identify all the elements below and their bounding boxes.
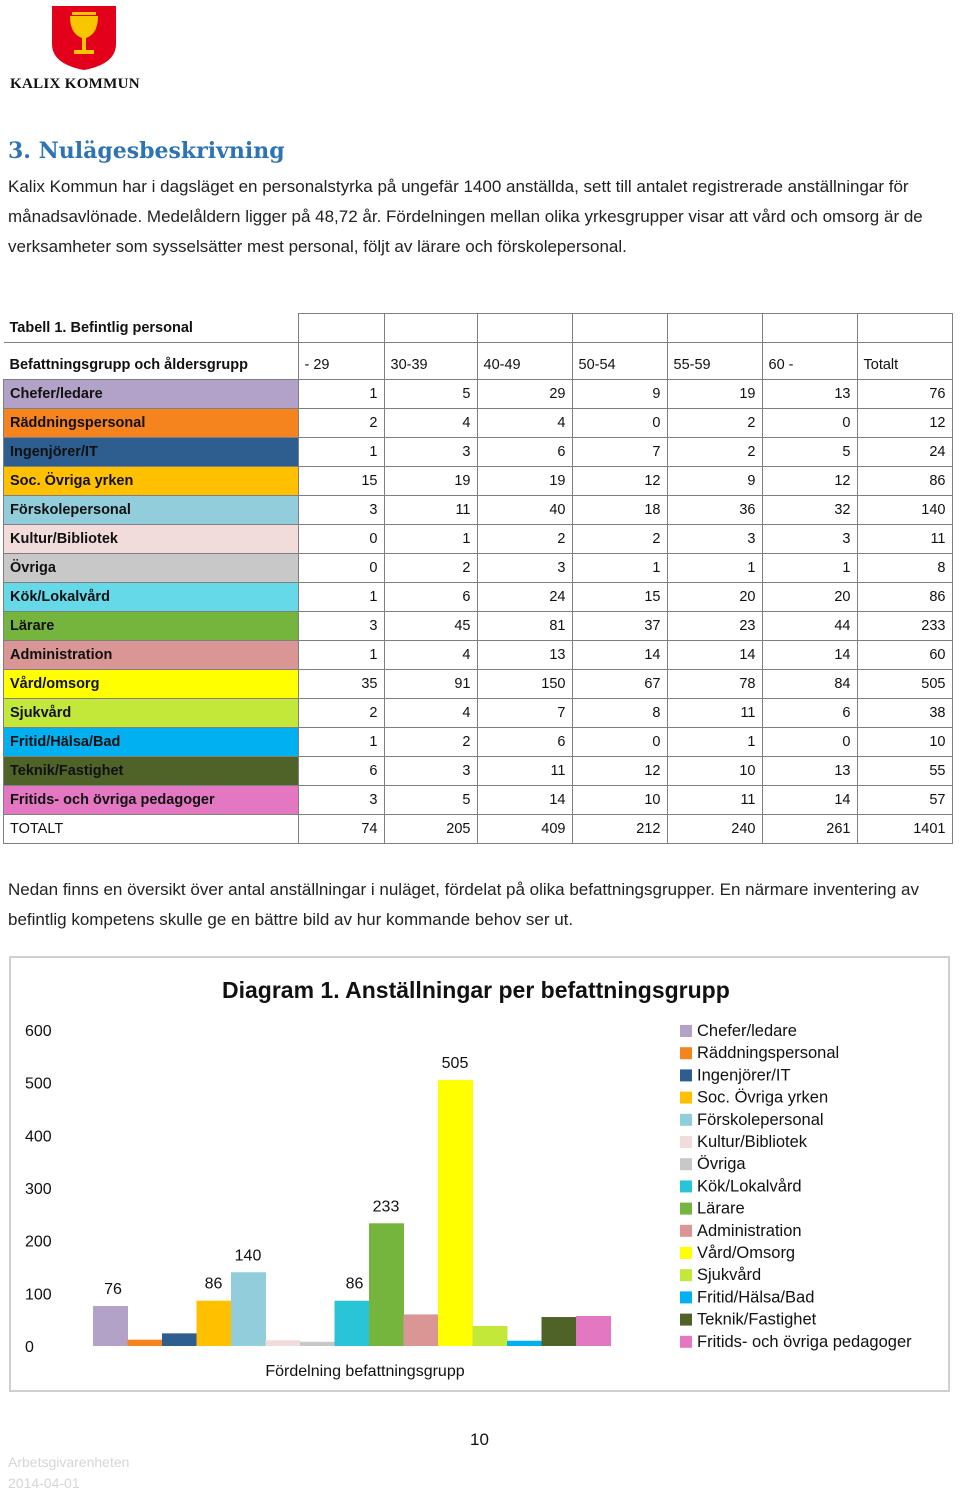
value-cell: 2 <box>384 728 477 757</box>
group-name-cell: Lärare <box>4 612 299 641</box>
chart-bar <box>473 1326 508 1346</box>
value-cell: 23 <box>667 612 762 641</box>
value-cell: 14 <box>572 641 667 670</box>
total-value-cell: 409 <box>477 815 572 844</box>
total-value-cell: 1401 <box>857 815 952 844</box>
value-cell: 44 <box>762 612 857 641</box>
bar-data-label: 233 <box>372 1198 400 1216</box>
bar-chart <box>11 958 948 1390</box>
value-cell: 18 <box>572 496 667 525</box>
staff-table <box>3 313 953 844</box>
value-cell: 4 <box>384 409 477 438</box>
y-tick-label: 300 <box>25 1181 52 1198</box>
table-row <box>4 786 953 815</box>
column-header: Totalt <box>857 343 952 380</box>
column-header: 55-59 <box>667 343 762 380</box>
legend-item-label: Övriga <box>697 1155 746 1174</box>
table-row <box>4 525 953 554</box>
value-cell: 11 <box>667 699 762 728</box>
value-cell: 67 <box>572 670 667 699</box>
column-header: 60 - <box>762 343 857 380</box>
value-cell: 1 <box>298 380 384 409</box>
chart-bar <box>300 1342 335 1346</box>
legend-item-label: Fritid/Hälsa/Bad <box>697 1288 815 1307</box>
legend-item-label: Fritids- och övriga pedagoger <box>697 1332 912 1351</box>
value-cell: 78 <box>667 670 762 699</box>
value-cell: 10 <box>667 757 762 786</box>
group-name-cell: Ingenjörer/IT <box>4 438 299 467</box>
group-name-cell: Fritids- och övriga pedagoger <box>4 786 299 815</box>
group-name-cell: Administration <box>4 641 299 670</box>
table-caption: Tabell 1. Befintlig personal <box>4 314 299 343</box>
bar-data-label: 140 <box>234 1247 262 1265</box>
value-cell: 1 <box>298 438 384 467</box>
value-cell: 29 <box>477 380 572 409</box>
legend-item-label: Soc. Övriga yrken <box>697 1088 829 1107</box>
value-cell: 38 <box>857 699 952 728</box>
value-cell: 1 <box>667 554 762 583</box>
value-cell: 1 <box>667 728 762 757</box>
bar-data-label: 76 <box>104 1280 122 1298</box>
value-cell: 3 <box>384 438 477 467</box>
value-cell: 86 <box>857 583 952 612</box>
org-name: KALIX KOMMUN <box>10 76 140 92</box>
column-header: - 29 <box>298 343 384 380</box>
value-cell: 81 <box>477 612 572 641</box>
group-name-cell: Vård/omsorg <box>4 670 299 699</box>
value-cell: 3 <box>298 786 384 815</box>
chart-bar <box>438 1080 473 1346</box>
after-table-paragraph: Nedan finns en översikt över antal anställningar i nuläget, fördelat på olika befattningsgrupper. En närmare inventering av befintlig kompetens skulle ge en bättre bild av hur kommande behov ser ut. <box>8 880 920 929</box>
table-row <box>4 438 953 467</box>
legend-item-label: Kök/Lokalvård <box>697 1177 802 1196</box>
legend-swatch <box>680 1136 692 1148</box>
value-cell: 57 <box>857 786 952 815</box>
group-name-cell: Soc. Övriga yrken <box>4 467 299 496</box>
value-cell: 11 <box>477 757 572 786</box>
table-row <box>4 728 953 757</box>
value-cell: 150 <box>477 670 572 699</box>
value-cell: 1 <box>298 728 384 757</box>
value-cell: 233 <box>857 612 952 641</box>
group-name-cell: Sjukvård <box>4 699 299 728</box>
value-cell: 40 <box>477 496 572 525</box>
y-tick-label: 100 <box>25 1286 52 1304</box>
value-cell: 5 <box>384 786 477 815</box>
y-tick-label: 400 <box>25 1128 52 1146</box>
value-cell: 0 <box>572 728 667 757</box>
value-cell: 2 <box>667 438 762 467</box>
legend-swatch <box>680 1092 692 1104</box>
value-cell: 5 <box>762 438 857 467</box>
value-cell: 6 <box>477 438 572 467</box>
table-row <box>4 496 953 525</box>
value-cell: 14 <box>667 641 762 670</box>
legend-swatch <box>680 1114 692 1126</box>
bar-data-label: 505 <box>441 1055 469 1073</box>
value-cell: 505 <box>857 670 952 699</box>
value-cell: 14 <box>762 641 857 670</box>
value-cell: 0 <box>298 525 384 554</box>
legend-item-label: Förskolepersonal <box>697 1110 824 1129</box>
group-name-cell: Förskolepersonal <box>4 496 299 525</box>
legend-swatch <box>680 1180 692 1192</box>
value-cell: 8 <box>572 699 667 728</box>
chart-bar <box>335 1301 370 1346</box>
group-name-cell: Räddningspersonal <box>4 409 299 438</box>
total-value-cell: 74 <box>298 815 384 844</box>
total-row <box>4 815 953 844</box>
chart-bar <box>507 1341 542 1346</box>
legend-item-label: Teknik/Fastighet <box>697 1310 817 1329</box>
value-cell: 6 <box>298 757 384 786</box>
legend-item-label: Chefer/ledare <box>697 1022 797 1040</box>
legend-item-label: Administration <box>697 1221 802 1240</box>
total-value-cell: 240 <box>667 815 762 844</box>
chart-bar <box>369 1223 404 1346</box>
value-cell: 2 <box>384 554 477 583</box>
value-cell: 2 <box>667 409 762 438</box>
chart-bar <box>576 1316 611 1346</box>
value-cell: 8 <box>857 554 952 583</box>
value-cell: 19 <box>667 380 762 409</box>
value-cell: 3 <box>298 496 384 525</box>
x-axis-label: Fördelning befattningsgrupp <box>265 1363 465 1380</box>
value-cell: 3 <box>762 525 857 554</box>
value-cell: 3 <box>298 612 384 641</box>
value-cell: 19 <box>384 467 477 496</box>
legend-item-label: Lärare <box>697 1199 745 1218</box>
value-cell: 9 <box>572 380 667 409</box>
table-header-row <box>4 343 953 380</box>
value-cell: 84 <box>762 670 857 699</box>
total-value-cell: 212 <box>572 815 667 844</box>
footer-department: Arbetsgivarenheten <box>8 1454 130 1470</box>
value-cell: 13 <box>477 641 572 670</box>
page-number: 10 <box>470 1430 489 1449</box>
value-cell: 3 <box>477 554 572 583</box>
value-cell: 20 <box>762 583 857 612</box>
coat-of-arms-chalice-icon <box>50 4 118 72</box>
logo <box>10 4 160 94</box>
value-cell: 24 <box>477 583 572 612</box>
group-name-cell: Teknik/Fastighet <box>4 757 299 786</box>
value-cell: 1 <box>298 583 384 612</box>
total-value-cell: 205 <box>384 815 477 844</box>
legend-item-label: Kultur/Bibliotek <box>697 1133 808 1151</box>
value-cell: 14 <box>762 786 857 815</box>
value-cell: 10 <box>857 728 952 757</box>
value-cell: 20 <box>667 583 762 612</box>
chart-title: Diagram 1. Anställningar per befattningsgrupp <box>222 977 730 1003</box>
value-cell: 2 <box>477 525 572 554</box>
value-cell: 0 <box>298 554 384 583</box>
table-header-label: Befattningsgrupp och åldersgrupp <box>4 343 299 380</box>
y-tick-label: 0 <box>25 1339 34 1356</box>
chart-bar <box>93 1306 128 1346</box>
table-row <box>4 583 953 612</box>
value-cell: 15 <box>298 467 384 496</box>
value-cell: 19 <box>477 467 572 496</box>
value-cell: 36 <box>667 496 762 525</box>
value-cell: 6 <box>384 583 477 612</box>
y-tick-label: 200 <box>25 1233 52 1251</box>
value-cell: 11 <box>857 525 952 554</box>
value-cell: 10 <box>572 786 667 815</box>
column-header: 30-39 <box>384 343 477 380</box>
legend-swatch <box>680 1314 692 1326</box>
total-label: TOTALT <box>4 815 299 844</box>
value-cell: 2 <box>298 409 384 438</box>
legend-item-label: Vård/Omsorg <box>697 1244 796 1262</box>
group-name-cell: Kök/Lokalvård <box>4 583 299 612</box>
chart-bar <box>404 1314 439 1346</box>
legend-swatch <box>680 1069 692 1081</box>
value-cell: 91 <box>384 670 477 699</box>
table-row <box>4 670 953 699</box>
y-tick-label: 500 <box>25 1075 52 1093</box>
group-name-cell: Fritid/Hälsa/Bad <box>4 728 299 757</box>
legend-item-label: Ingenjörer/IT <box>697 1066 791 1085</box>
legend-swatch <box>680 1047 692 1059</box>
value-cell: 6 <box>477 728 572 757</box>
value-cell: 11 <box>667 786 762 815</box>
table-row <box>4 612 953 641</box>
group-name-cell: Övriga <box>4 554 299 583</box>
value-cell: 3 <box>384 757 477 786</box>
value-cell: 4 <box>477 409 572 438</box>
value-cell: 86 <box>857 467 952 496</box>
value-cell: 7 <box>572 438 667 467</box>
value-cell: 24 <box>857 438 952 467</box>
legend-swatch <box>680 1269 692 1281</box>
legend-swatch <box>680 1291 692 1303</box>
value-cell: 55 <box>857 757 952 786</box>
value-cell: 5 <box>384 380 477 409</box>
value-cell: 0 <box>762 728 857 757</box>
value-cell: 12 <box>857 409 952 438</box>
value-cell: 14 <box>477 786 572 815</box>
value-cell: 13 <box>762 380 857 409</box>
value-cell: 0 <box>572 409 667 438</box>
chart-bar <box>542 1317 577 1346</box>
legend-swatch <box>680 1025 692 1037</box>
value-cell: 45 <box>384 612 477 641</box>
value-cell: 32 <box>762 496 857 525</box>
table-row <box>4 554 953 583</box>
legend-swatch <box>680 1158 692 1170</box>
value-cell: 60 <box>857 641 952 670</box>
intro-paragraph: Kalix Kommun har i dagsläget en personalstyrka på ungefär 1400 anställda, sett till antalet registrerade anställningar för månadsavlönade. Medelåldern ligger på 48,72 år. Fördelningen mellan olika yrkesgrupper visar att vård och omsorg är de verksamheter som sysselsätter mest personal, följt av lärare och förskolepersonal. <box>8 177 923 256</box>
value-cell: 12 <box>572 757 667 786</box>
bar-data-label: 86 <box>345 1275 364 1293</box>
footer-date: 2014-04-01 <box>8 1475 80 1491</box>
section-heading: 3. Nulägesbeskrivning <box>8 138 285 164</box>
value-cell: 4 <box>384 641 477 670</box>
value-cell: 1 <box>762 554 857 583</box>
value-cell: 6 <box>762 699 857 728</box>
table-row <box>4 641 953 670</box>
value-cell: 7 <box>477 699 572 728</box>
legend-swatch <box>680 1247 692 1259</box>
value-cell: 3 <box>667 525 762 554</box>
value-cell: 12 <box>572 467 667 496</box>
chart-bar <box>266 1340 301 1346</box>
value-cell: 1 <box>298 641 384 670</box>
table-row <box>4 380 953 409</box>
chart-bar <box>128 1340 163 1346</box>
value-cell: 37 <box>572 612 667 641</box>
value-cell: 2 <box>572 525 667 554</box>
value-cell: 12 <box>762 467 857 496</box>
value-cell: 13 <box>762 757 857 786</box>
table-caption-row <box>4 314 953 343</box>
legend-item-label: Sjukvård <box>697 1266 762 1285</box>
value-cell: 1 <box>384 525 477 554</box>
legend-swatch <box>680 1203 692 1215</box>
table-row <box>4 467 953 496</box>
chart-bar <box>197 1301 232 1346</box>
legend-swatch <box>680 1225 692 1237</box>
chart-container <box>9 956 950 1392</box>
value-cell: 2 <box>298 699 384 728</box>
column-header: 50-54 <box>572 343 667 380</box>
table-row <box>4 699 953 728</box>
legend-swatch <box>680 1336 692 1348</box>
value-cell: 0 <box>762 409 857 438</box>
value-cell: 76 <box>857 380 952 409</box>
value-cell: 9 <box>667 467 762 496</box>
chart-bar <box>162 1333 197 1346</box>
table-row <box>4 757 953 786</box>
bar-data-label: 86 <box>204 1275 223 1293</box>
y-tick-label: 600 <box>25 1023 52 1040</box>
value-cell: 15 <box>572 583 667 612</box>
group-name-cell: Chefer/ledare <box>4 380 299 409</box>
value-cell: 1 <box>572 554 667 583</box>
value-cell: 11 <box>384 496 477 525</box>
chart-bar <box>231 1272 266 1346</box>
total-value-cell: 261 <box>762 815 857 844</box>
value-cell: 4 <box>384 699 477 728</box>
table-row <box>4 409 953 438</box>
group-name-cell: Kultur/Bibliotek <box>4 525 299 554</box>
value-cell: 140 <box>857 496 952 525</box>
legend-item-label: Räddningspersonal <box>697 1044 840 1063</box>
value-cell: 35 <box>298 670 384 699</box>
column-header: 40-49 <box>477 343 572 380</box>
